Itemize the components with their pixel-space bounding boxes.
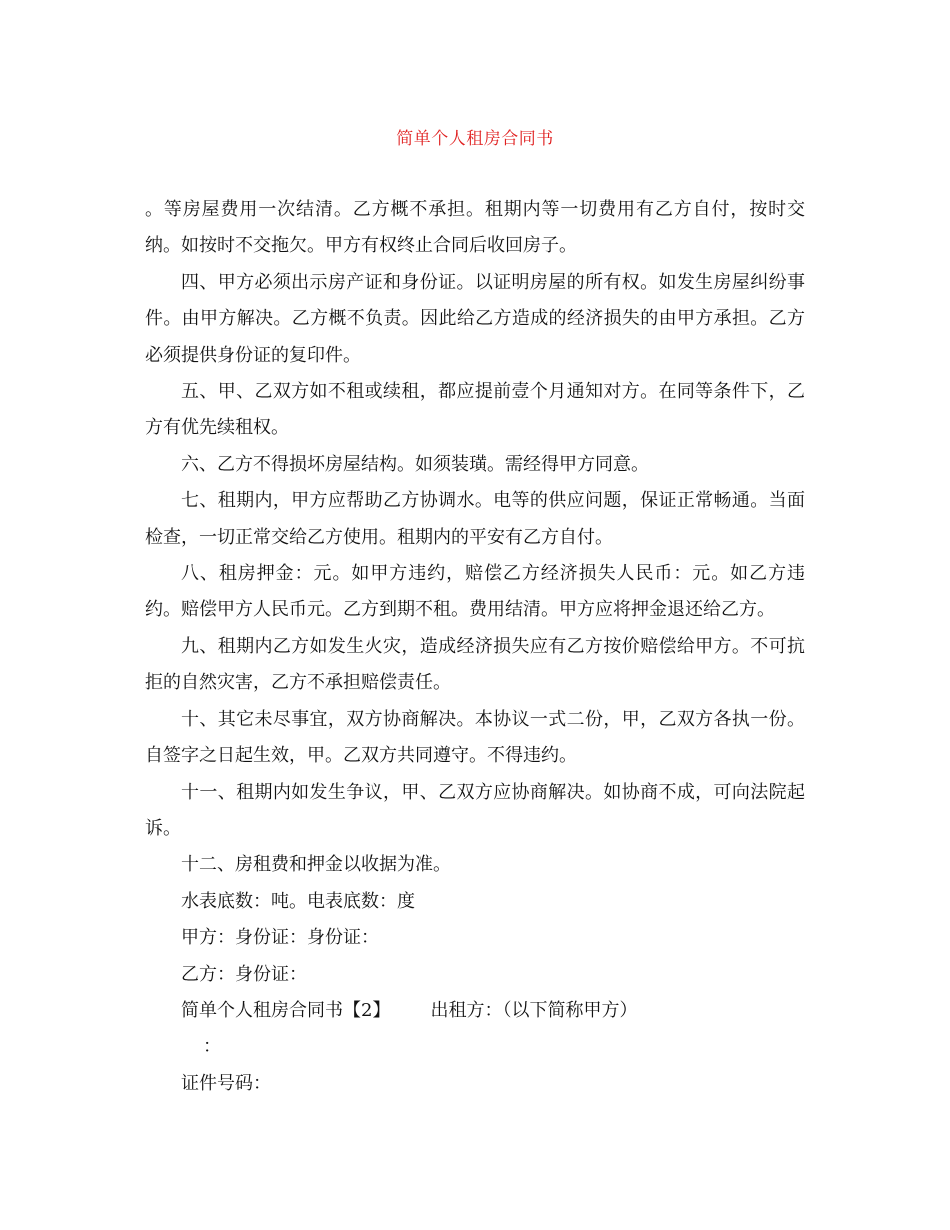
paragraph-clause-5: 五、甲、乙双方如不租或续租，都应提前壹个月通知对方。在同等条件下，乙方有优先续租权。 [145,381,805,439]
second-contract-heading: 简单个人租房合同书【2】 [181,999,391,1021]
party-b-id-line: 乙方：身份证： [181,963,307,985]
paragraph-continuation: 。等房屋费用一次结清。乙方概不承担。租期内等一切费用有乙方自付，按时交纳。如按时不交拖欠。甲方有权终止合同后收回房子。 [145,199,805,257]
document-body [145,192,805,1102]
paragraph-clause-12: 十二、房租费和押金以收据为准。 [181,854,451,876]
lone-colon-line: ： [203,1036,221,1058]
paragraph-clause-7: 七、租期内，甲方应帮助乙方协调水。电等的供应问题，保证正常畅通。当面检查，一切正常交给乙方使用。租期内的平安有乙方自付。 [145,490,805,548]
paragraph-clause-6: 六、乙方不得损坏房屋结构。如须装璜。需经得甲方同意。 [181,453,649,475]
meter-readings-line: 水表底数：吨。电表底数：度 [181,890,415,912]
paragraph-clause-10: 十、其它未尽事宜，双方协商解决。本协议一式二份，甲，乙双方各执一份。自签字之日起生效，甲。乙双方共同遵守。不得违约。 [145,708,805,767]
lessor-label: 出租方：（以下简称甲方） [430,999,638,1021]
paragraph-clause-11: 十一、租期内如发生争议，甲、乙双方应协商解决。如协商不成，可向法院起诉。 [145,781,805,839]
paragraph-clause-8: 八、租房押金：元。如甲方违约，赔偿乙方经济损失人民币：元。如乙方违约。赔偿甲方人民币元。乙方到期不租。费用结清。甲方应将押金退还给乙方。 [145,563,805,621]
id-number-line: 证件号码： [181,1072,271,1094]
paragraph-clause-4: 四、甲方必须出示房产证和身份证。以证明房屋的所有权。如发生房屋纠纷事件。由甲方解决。乙方概不负责。因此给乙方造成的经济损失的由甲方承担。乙方必须提供身份证的复印件。 [145,271,805,366]
paragraph-clause-9: 九、租期内乙方如发生火灾，造成经济损失应有乙方按价赔偿给甲方。不可抗拒的自然灾害，乙方不承担赔偿责任。 [145,635,805,694]
document-title: 简单个人租房合同书 [396,129,554,149]
second-contract-line [145,993,805,1029]
party-a-id-line: 甲方：身份证：身份证： [181,927,379,949]
